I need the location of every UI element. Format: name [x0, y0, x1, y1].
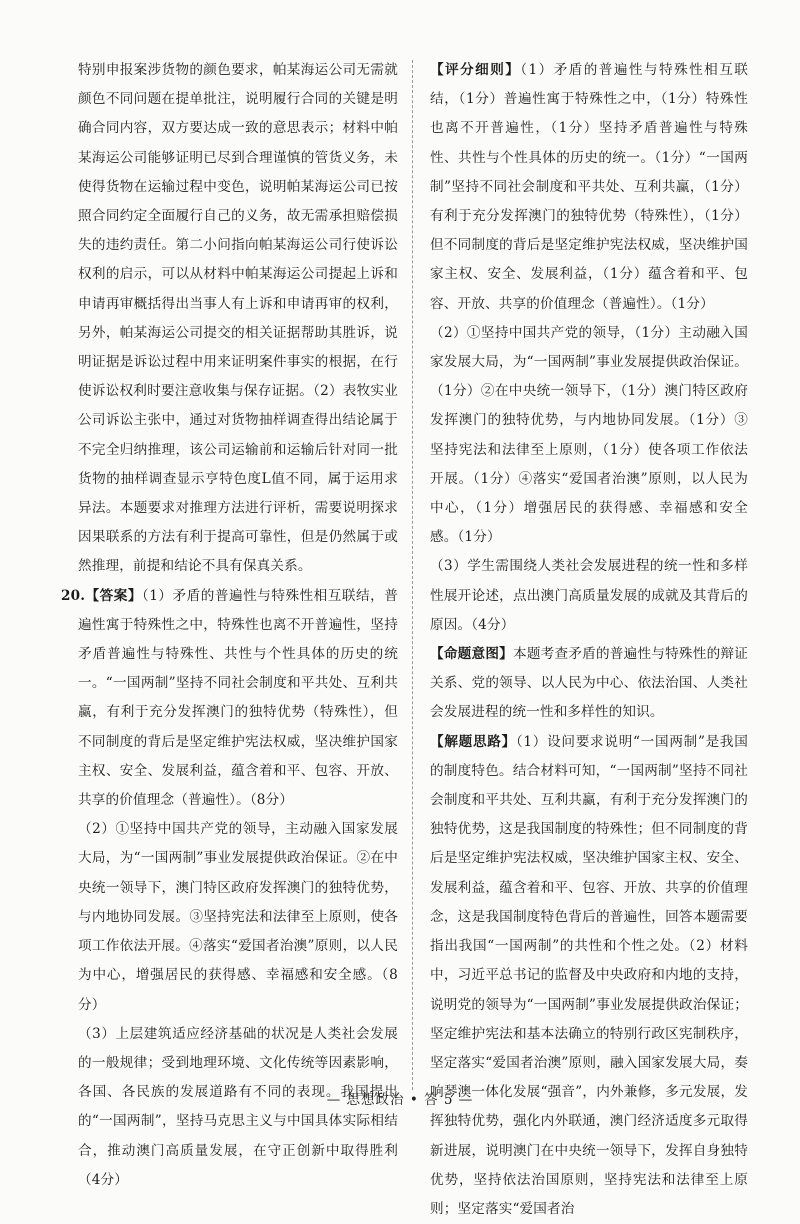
scoring-part-1-text: （1）矛盾的普遍性与特殊性相互联结，（1分）普遍性寓于特殊性之中，（1分）特殊性也离不开普遍性，（1分）坚持矛盾普遍性与特殊性、共性与个性具体的历史的统一。（1分）“一国两制”坚持不同社会制度和平共处、互利共赢，（1分）有利于充分发挥澳门的独特优势（特殊性），（1分）但不同制度的背后是坚定维护宪法权威，坚决维护国家主权、安全、发展利益，（1分）蕴含着和平、包容、开放、共享的价值理念（普遍性）。（1分）	[430, 62, 749, 312]
question-number: 20.	[61, 587, 86, 604]
approach-paragraph	[430, 728, 748, 1224]
approach-text: （1）设问要求说明“一国两制”是我国的制度特色。结合材料可知，“一国两制”坚持不同社会制度和平共处、互利共赢，有利于充分发挥澳门的独特优势，这是我国制度的特殊性；但不同制度的背后是坚定维护宪法权威，坚决维护国家主权、安全、发展利益，蕴含着和平、包容、开放、共享的价值理念，这是我国制度特色背后的普遍性，回答本题需要指出我国“一国两制”的共性和个性之处。（2）材料中，习近平总书记的监督及中央政府和内地的支持，说明党的领导为“一国两制”事业发展提供政治保证；坚定维护宪法和基本法确立的特别行政区宪制秩序，坚定落实“爱国者治澳”原则，融入国家发展大局，奏响琴澳一体化发展“强音”，内外兼修，多元发展，发挥独特优势，强化内外联通，澳门经济适度多元取得新进展，说明澳门在中央统一领导下，发挥自身独特优势，坚持依法治国原则，坚持宪法和法律至上原则；坚定落实“爱国者治	[430, 733, 748, 1217]
answer-tag: 【答案】	[85, 587, 142, 604]
intent-paragraph	[430, 640, 748, 728]
scoring-rules-2: （2）①坚持中国共产党的领导，（1分）主动融入国家发展大局，为“一国两制”事业发展提供政治保证。（1分）②在中央统一领导下，（1分）澳门特区政府发挥澳门的独特优势，与内地协同发展。（1分）③坚持宪法和法律至上原则，（1分）使各项工作依法开展。（1分）④落实“爱国者治澳”原则，以人民为中心，（1分）增强居民的获得感、幸福感和安全感。（1分）	[430, 324, 748, 546]
material-analysis-paragraph: 特别申报案涉货物的颜色要求，帕某海运公司无需就颜色不同问题在提单批注，说明履行合同的关键是明确合同内容，双方要达成一致的意思表示；材料中帕某海运公司能够证明已尽到合理谨慎的管货义务，未使得货物在运输过程中变色，说明帕某海运公司已按照合同约定全面履行自己的义务，故无需承担赔偿损失的违约责任。第二小问指向帕某海运公司行使诉讼权利的启示，可以从材料中帕某海运公司提起上诉和申请再审概括得出当事人有上诉和申请再审的权利，另外，帕某海运公司提交的相关证据帮助其胜诉，说明证据是诉讼过程中用来证明案件事实的根据，在行使诉讼权利时要注意收集与保存证据。（2）表牧实业公司诉讼主张中，通过对货物抽样调查得出结论属于不完全归纳推理，该公司运输前和运输后针对同一批货物的抽样调查显示亨特色度L值不同，属于运用求异法。本题要求对推理方法进行评析，需要说明探求因果联系的方法有利于提高可靠性，但是仍然属于或然推理，前提和结论不具有保真关系。	[78, 62, 398, 575]
question-20-answer-2: （2）①坚持中国共产党的领导，主动融入国家发展大局，为“一国两制”事业发展提供政治保证。②在中央统一领导下，澳门特区政府发挥澳门的独特优势，与内地协同发展。③坚持宪法和法律至上原则，使各项工作依法开展。④落实“爱国者治澳”原则，以人民为中心，增强居民的获得感、幸福感和安全感。（8分）	[78, 821, 398, 1013]
left-column	[61, 56, 398, 1195]
approach-tag: 【解题思路】	[430, 733, 516, 750]
question-20-answer-1	[61, 582, 398, 816]
answer-part-1-text: （1）矛盾的普遍性与特殊性相互联结，普遍性寓于特殊性之中，特殊性也离不开普遍性，坚持矛盾普遍性与特殊性、共性与个性具体的历史的统一。“一国两制”坚持不同社会制度和平共处、互利共赢，有利于充分发挥澳门的独特优势（特殊性），但不同制度的背后是坚定维护宪法权威，坚决维护国家主权、安全、发展利益，蕴含着和平、包容、开放、共享的价值理念（普遍性）。（8分）	[78, 587, 398, 809]
scoring-rules-3: （3）学生需围绕人类社会发展进程的统一性和多样性展开论述，点出澳门高质量发展的成就及其背后的原因。（4分）	[430, 558, 748, 633]
right-column	[430, 56, 748, 1224]
intent-text: 本题考查矛盾的普遍性与特殊性的辩证关系、党的领导、以人民为中心、依法治国、人类社会发展进程的统一性和多样性的知识。	[430, 646, 748, 721]
scoring-rules-1	[430, 56, 748, 319]
column-divider	[412, 60, 413, 1090]
question-20-answer-3: （3）上层建筑适应经济基础的状况是人类社会发展的一般规律；受到地理环境、文化传统等因素影响，各国、各民族的发展道路有不同的表现。我国提出的“一国两制”，坚持马克思主义与中国具体实际相结合，推动澳门高质量发展，在守正创新中取得胜利（4分）	[78, 1025, 398, 1188]
scoring-tag: 【评分细则】	[430, 62, 521, 78]
intent-tag: 【命题意图】	[430, 646, 513, 663]
page-footer: — 思想政治 • 答 5 —	[326, 1092, 474, 1108]
